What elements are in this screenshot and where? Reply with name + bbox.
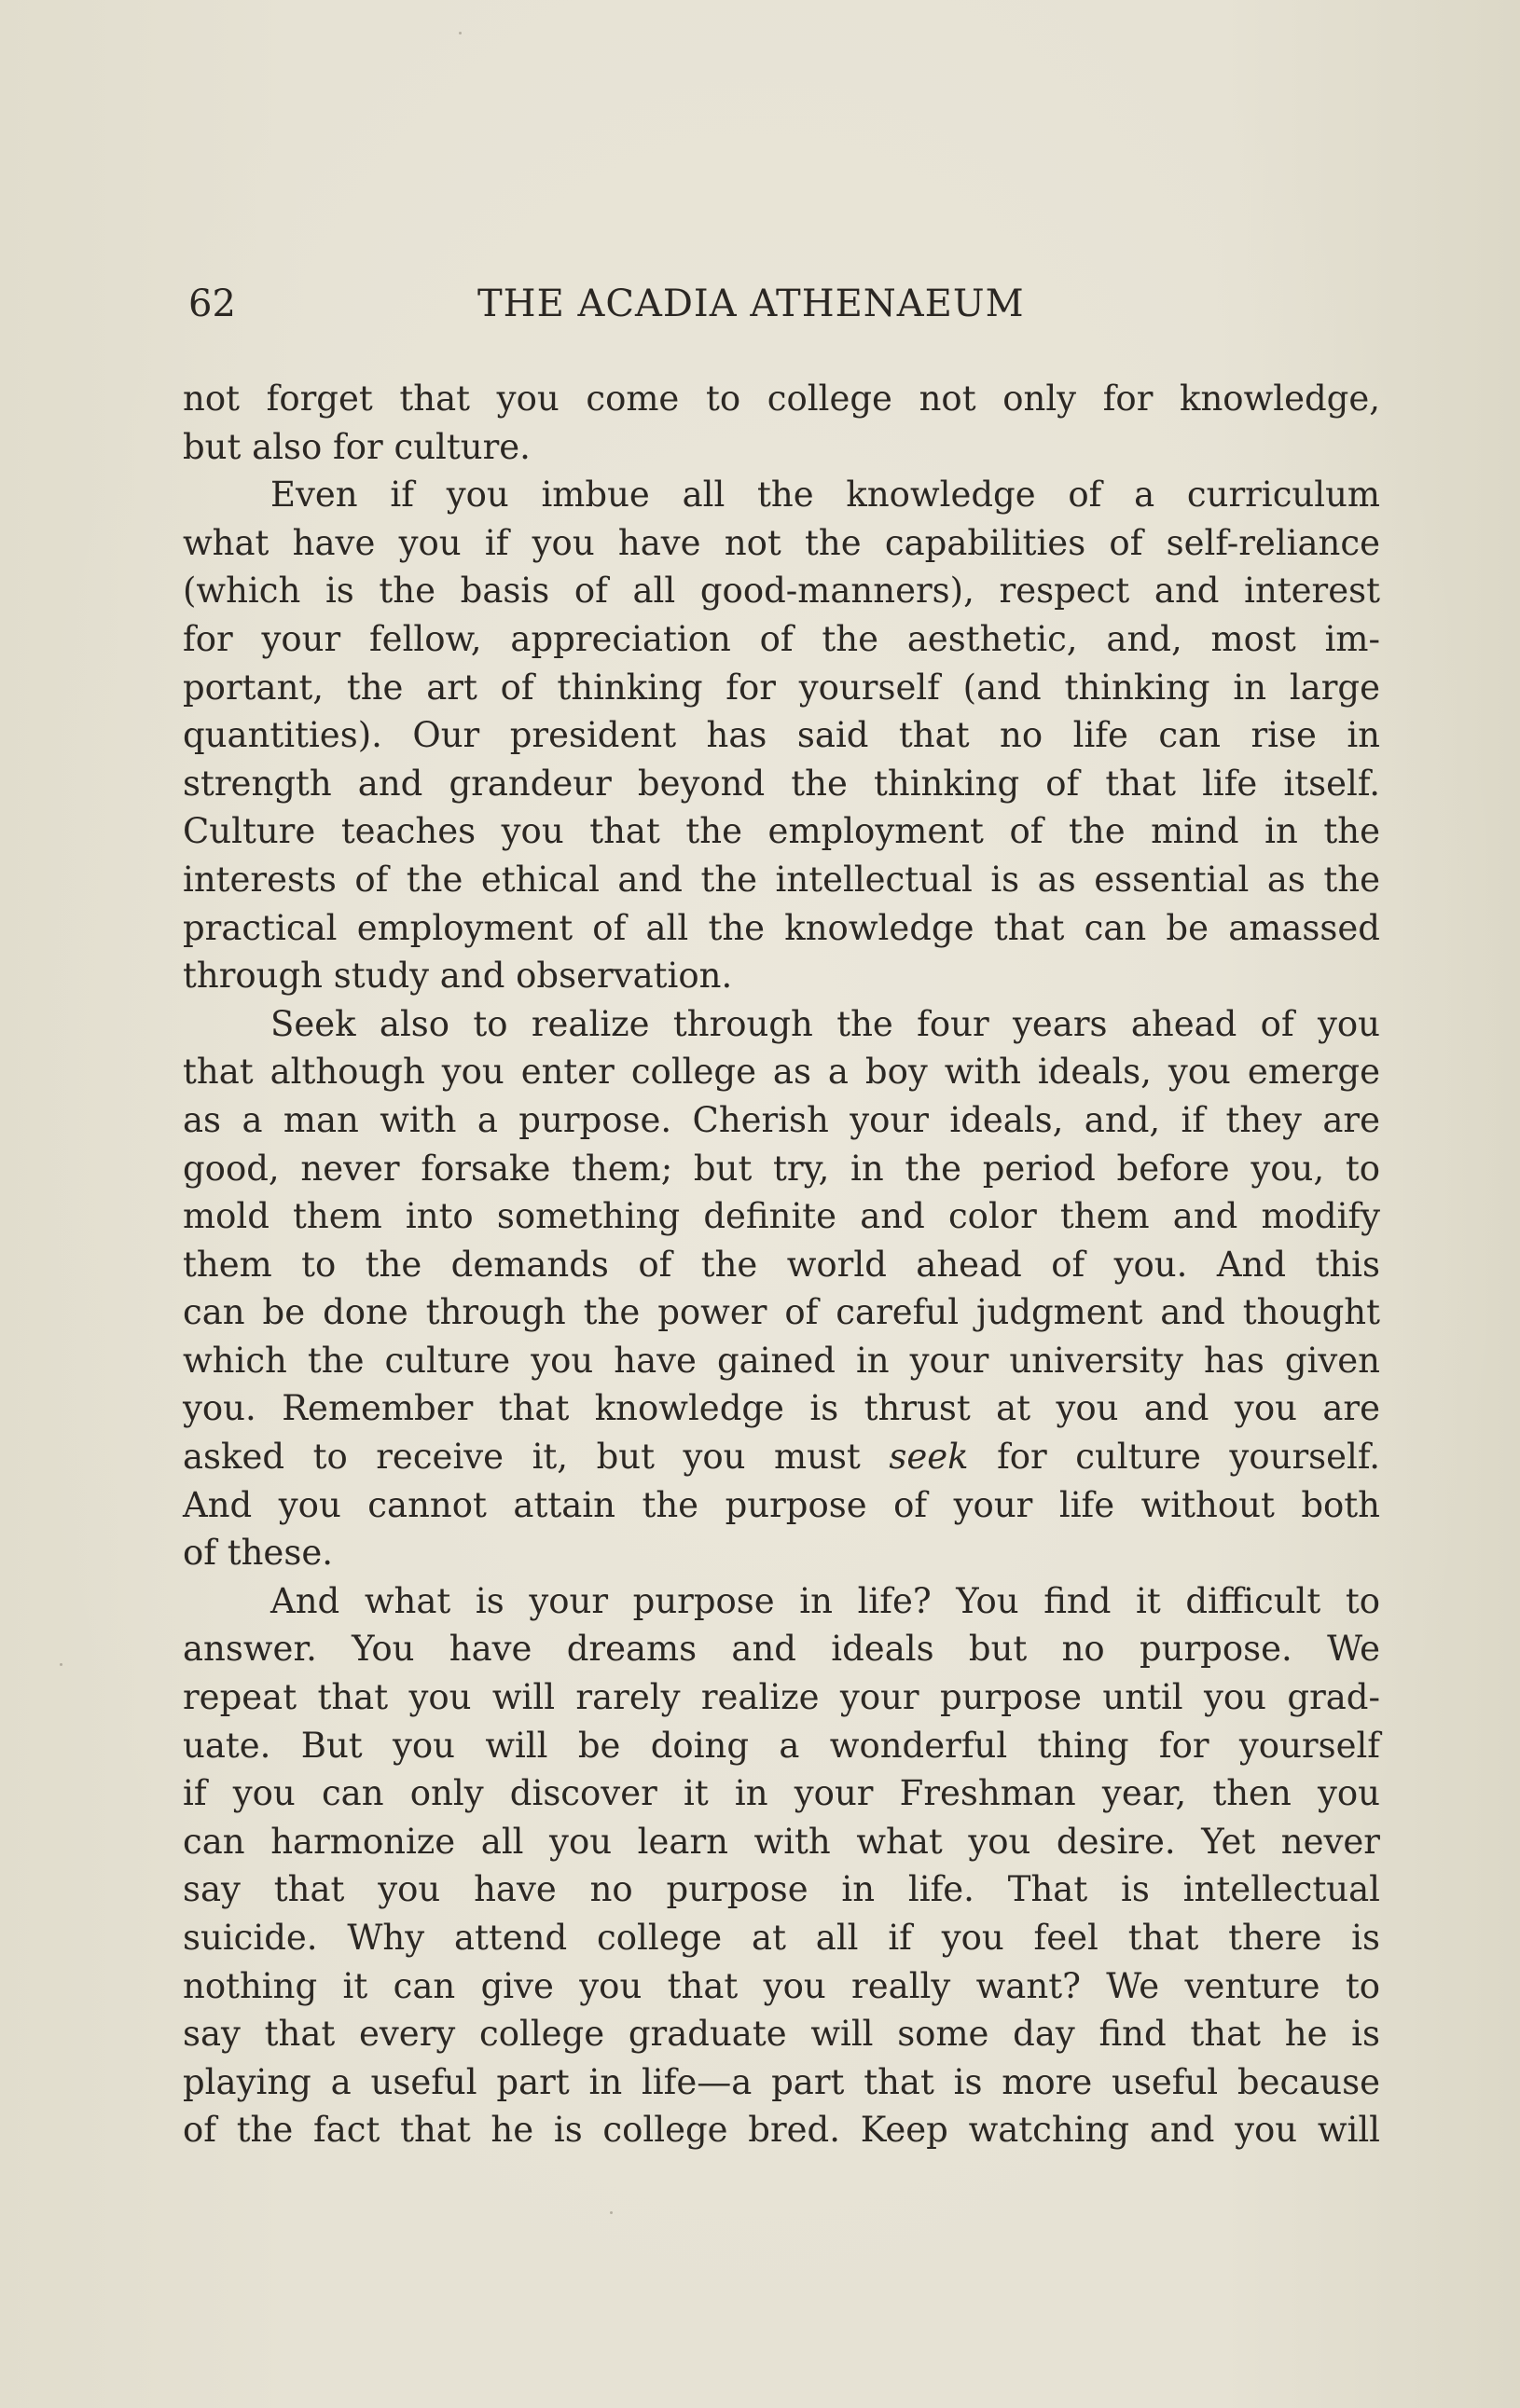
paper-speck [610,2211,613,2214]
paragraph-start-line: Even if you imbue all the knowledge of a curriculum [270,475,1380,516]
text-line: as a man with a purpose. Cherish your ideals, and, if they are [183,1099,1380,1140]
paragraph-start-line: Seek also to realize through the four years ahead of you [270,1003,1380,1044]
text-line: but also for culture. [183,426,531,467]
text-line: you. Remember that knowledge is thrust at you and you are [183,1388,1380,1429]
text-line: that although you enter college as a boy with ideals, you emerge [183,1052,1380,1093]
text-line: for your fellow, appreciation of the aesthetic, and, most im- [183,618,1380,659]
text-line: of these. [183,1533,333,1574]
paper-speck [459,32,462,34]
text-line: practical employment of all the knowledge that can be amassed [183,907,1380,948]
page-number: 62 [188,282,236,325]
text-line: answer. You have dreams and ideals but no purpose. We [183,1629,1380,1670]
text-line: not forget that you come to college not only for knowledge, [183,378,1380,419]
text-line: if you can only discover it in your Freshman year, then you [183,1773,1380,1814]
text-line: can harmonize all you learn with what you desire. Yet never [183,1821,1380,1862]
text-line: mold them into something definite and color them and modify [183,1196,1380,1237]
text-line: which the culture you have gained in your university has given [183,1340,1380,1381]
text-line: quantities). Our president has said that no life can rise in [183,715,1380,756]
text-line: good, never forsake them; but try, in the period before you, to [183,1148,1380,1189]
text-line: playing a useful part in life—a part that is more useful because [183,2061,1380,2102]
text-line: say that every college graduate will some day find that he is [183,2014,1380,2055]
text-line: through study and observation. [183,956,733,997]
text-segment: asked to receive it, but you must [183,1437,861,1478]
text-line: interests of the ethical and the intellectual is as essential as the [183,859,1380,900]
text-line: suicide. Why attend college at all if you feel that there is [183,1918,1380,1958]
running-head [188,276,1376,332]
text-line: strength and grandeur beyond the thinking of that life itself. [183,763,1380,804]
text-line: nothing it can give you that you really want? We venture to [183,1965,1380,2006]
text-segment: for culture yourself. [997,1437,1380,1478]
text-line: of the fact that he is college bred. Keep watching and you will [183,2110,1380,2151]
text-line: say that you have no purpose in life. That is intellectual [183,1869,1380,1910]
text-line: And you cannot attain the purpose of your life without both [183,1484,1380,1525]
text-line: portant, the art of thinking for yourself (and thinking in large [183,667,1380,708]
text-line: (which is the basis of all good-manners), respect and interest [183,571,1380,612]
paragraph-start-line: And what is your purpose in life? You find it difficult to [270,1580,1380,1621]
text-line-with-italic [183,1433,1380,1481]
text-line: repeat that you will rarely realize your purpose until you grad- [183,1677,1380,1718]
text-line: can be done through the power of careful judgment and thought [183,1292,1380,1333]
text-line: Culture teaches you that the employment of the mind in the [183,811,1380,852]
body-text [183,375,1380,2154]
text-line: what have you if you have not the capabilities of self-reliance [183,522,1380,563]
journal-title: THE ACADIA ATHENAEUM [477,282,1025,325]
text-line: uate. But you will be doing a wonderful thing for yourself [183,1725,1380,1766]
text-line: them to the demands of the world ahead of you. And this [183,1244,1380,1285]
italic-word: seek [889,1437,969,1478]
paper-speck [60,1663,62,1666]
